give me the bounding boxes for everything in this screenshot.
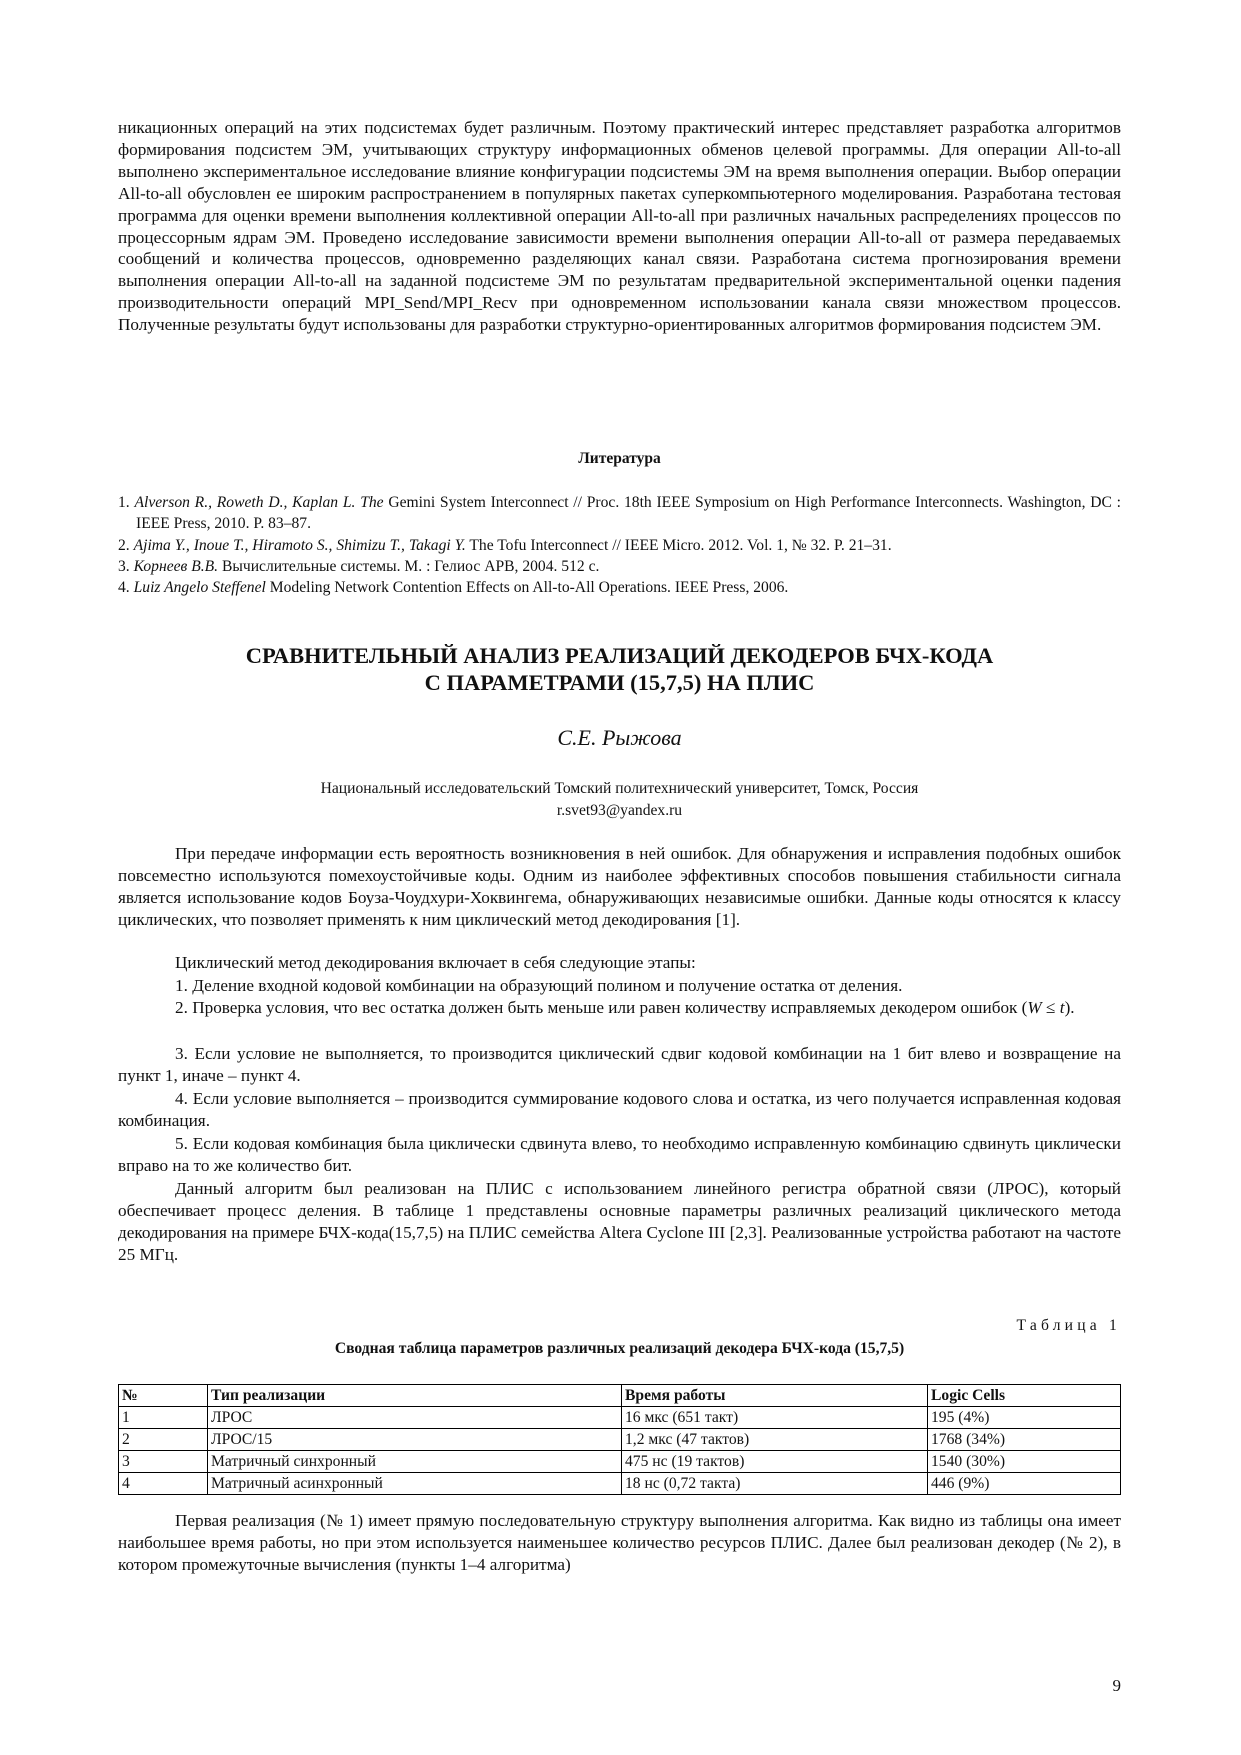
table-header-cell: № [119, 1385, 208, 1407]
reference-item: 4. Luiz Angelo Steffenel Modeling Network Contention Effects on All-to-All Operations. IEEE Press, 2006. [118, 579, 789, 597]
parameters-table [118, 1384, 1121, 1495]
table-caption: Сводная таблица параметров различных реализаций декодера БЧХ-кода (15,7,5) [334, 1340, 905, 1357]
table-cell: 16 мкс (651 такт) [622, 1407, 928, 1429]
table-header-cell: Время работы [622, 1385, 928, 1407]
table-cell: 446 (9%) [928, 1473, 1121, 1495]
table-row [119, 1451, 1121, 1473]
algorithm-step: 2. Проверка условия, что вес остатка должен быть меньше или равен количеству исправляемых декодером ошибок (W ≤ t). [175, 998, 1075, 1017]
author-email: r.svet93@yandex.ru [556, 801, 683, 819]
table-cell: 195 (4%) [928, 1407, 1121, 1429]
reference-item: 2. Ajima Y., Inoue T., Hiramoto S., Shimizu T., Takagi Y. The Tofu Interconnect // IEEE Micro. 2012. Vol. 1, № 32. P. 21–31. [118, 536, 892, 554]
table-cell: 1,2 мкс (47 тактов) [622, 1429, 928, 1451]
table-cell: ЛРОС [208, 1407, 622, 1429]
table-label: Таблица 1 [1016, 1317, 1121, 1334]
article-title: СРАВНИТЕЛЬНЫЙ АНАЛИЗ РЕАЛИЗАЦИЙ ДЕКОДЕРОВ БЧХ-КОДА С ПАРАМЕТРАМИ (15,7,5) НА ПЛИС [245, 643, 994, 695]
table-cell: 475 нс (19 тактов) [622, 1451, 928, 1473]
table-cell: Матричный синхронный [208, 1451, 622, 1473]
algorithm-step: 4. Если условие выполняется – производится суммирование кодового слова и остатка, из чего получается исправленная кодовая комбинация. [118, 1089, 1121, 1130]
algorithm-step: 1. Деление входной кодовой комбинации на образующий полином и получение остатка от деления. [175, 976, 903, 995]
table-header-cell: Тип реализации [208, 1385, 622, 1407]
literature-heading: Литература [578, 450, 661, 467]
table-cell: Матричный асинхронный [208, 1473, 622, 1495]
reference-list [118, 492, 1121, 598]
reference-item: 1. Alverson R., Roweth D., Kaplan L. The Gemini System Interconnect // Proc. 18th IEEE Symposium on High Performance Interconnects. Washington, DC : IEEE Press, 2010. P. 83–87. [118, 494, 1122, 533]
algorithm-step: 3. Если условие не выполняется, то производится циклический сдвиг кодовой комбинации на 1 бит влево и возвращение на пункт 1, иначе – пункт 4. [118, 1044, 1121, 1085]
table-cell: 1768 (34%) [928, 1429, 1121, 1451]
author-affiliation [118, 778, 1121, 821]
body-paragraph: Данный алгоритм был реализован на ПЛИС с использованием линейного регистра обратной связи (ЛРОС), который обеспечивает процесс деления. В таблице 1 представлены основные параметры различных реализаций циклического метода декодирования на примере БЧХ-кода(15,7,5) на ПЛИС семейства Altera Cyclone III [2,3]. Реализованные устройства работают на частоте 25 МГц. [118, 1179, 1121, 1264]
algorithm-step: 5. Если кодовая комбинация была циклически сдвинута влево, то необходимо исправленную комбинацию сдвинуть циклически вправо на то же количество бит. [118, 1134, 1121, 1175]
table-cell: ЛРОС/15 [208, 1429, 622, 1451]
table-row [119, 1473, 1121, 1495]
reference-item: 3. Корнеев В.В. Вычислительные системы. М. : Гелиос АРВ, 2004. 512 с. [118, 557, 600, 575]
table-cell: 2 [119, 1429, 208, 1451]
table-header-row [119, 1385, 1121, 1407]
table-row [119, 1429, 1121, 1451]
affiliation-text: Национальный исследовательский Томский политехнический университет, Томск, Россия [320, 780, 919, 797]
page-number: 9 [1112, 1676, 1121, 1695]
table-cell: 4 [119, 1473, 208, 1495]
table-row [119, 1407, 1121, 1429]
table-header-cell: Logic Cells [928, 1385, 1121, 1407]
table-cell: 1540 (30%) [928, 1451, 1121, 1473]
article-author: С.Е. Рыжова [557, 725, 682, 750]
body-paragraph: Первая реализация (№ 1) имеет прямую последовательную структуру выполнения алгоритма. Как видно из таблицы она имеет наибольшее время работы, но при этом используется наименьшее количество ресурсов ПЛИС. Далее был реализован декодер (№ 2), в котором промежуточные вычисления (пункты 1–4 алгоритма) [118, 1511, 1121, 1574]
intro-paragraph: никационных операций на этих подсистемах будет различным. Поэтому практический интерес представляет разработка алгоритмов формирования подсистем ЭМ, учитывающих структуру информационных обменов целевой программы. Для операции All-to-all выполнено экспериментальное исследование влияние конфигурации подсистемы ЭМ на время выполнения операции. Выбор операции All-to-all обусловлен ее широким распространением в популярных пакетах суперкомпьютерного моделирования. Разработана тестовая программа для оценки времени выполнения коллективной операции All-to-all при различных начальных распределениях процессов по процессорным ядрам ЭМ. Проведено исследование зависимости времени выполнения операции All-to-all от размера передаваемых сообщений и количества процессов, одновременно разделяющих канал связи. Разработана система прогнозирования времени выполнения операции All-to-all на заданной подсистеме ЭМ по результатам предварительной экспериментальной оценки падения производительности операций MPI_Send/MPI_Recv при одновременном использовании канала связи множеством процессов. Полученные результаты будут использованы для разработки структурно-ориентированных алгоритмов формирования подсистем ЭМ. [118, 118, 1121, 335]
table-cell: 18 нс (0,72 такта) [622, 1473, 928, 1495]
table-cell: 3 [119, 1451, 208, 1473]
body-paragraph: Циклический метод декодирования включает в себя следующие этапы: [175, 953, 696, 972]
body-paragraph: При передаче информации есть вероятность возникновения в ней ошибок. Для обнаружения и исправления подобных ошибок повсеместно используются помехоустойчивые коды. Одним из наиболее эффективных способов повышения стабильности сигнала является использование кодов Боуза-Чоудхури-Хоквингема, обнаруживающих независимые ошибки. Данные коды относятся к классу циклических, что позволяет применять к ним циклический метод декодирования [1]. [118, 844, 1121, 929]
table-cell: 1 [119, 1407, 208, 1429]
